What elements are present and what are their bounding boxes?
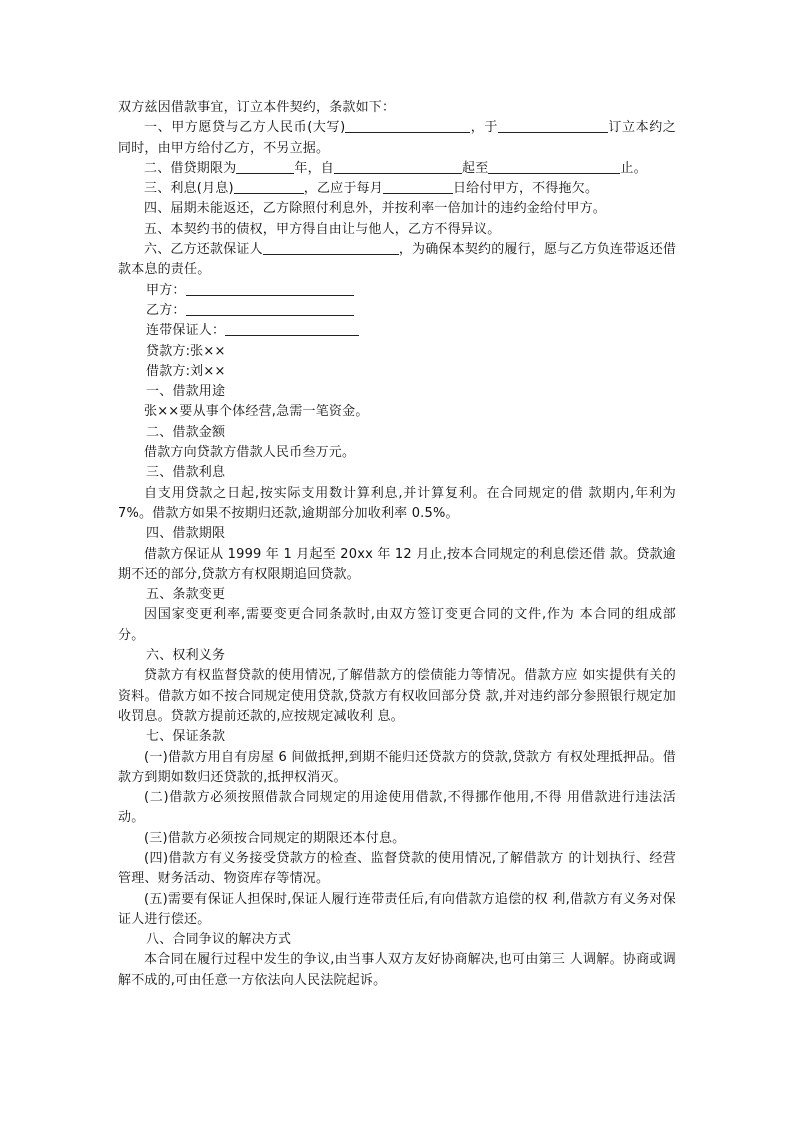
section-6-paragraph: 贷款方有权监督贷款的使用情况,了解借款方的偿债能力等情况。借款方应 如实提供有关的资料。借款方如不按合同规定使用贷款,贷款方有权收回部分贷 款,并对违约部分参照银行规定加收罚息。贷款方提前还款的,应按规定减收利 息。 (118, 668, 676, 724)
section-6-heading: 六、权利义务 (146, 648, 226, 664)
clause-5: 五、本契约书的债权，甲方得自由让与他人，乙方不得异议。 (144, 221, 501, 237)
clause-1-text-a: 一、甲方愿贷与乙方人民币(大写) (144, 120, 346, 136)
party-b-label: 乙方： (146, 302, 186, 318)
section-3-heading: 三、借款利息 (146, 465, 226, 481)
borrower-line: 借款方:刘×× (146, 363, 226, 379)
section-3-paragraph: 自支用贷款之日起,按实际支用数计算利息,并计算复利。在合同规定的借 款期内,年利为 7%。借款方如果不按期归还款,逾期部分加收利率 0.5%。 (118, 485, 676, 521)
guarantor-name-blank[interactable] (263, 241, 399, 255)
signature-guarantor (118, 321, 676, 341)
guarantor-signature-blank[interactable] (225, 322, 359, 336)
section-7-paragraph-1: (一)借款方用自有房屋 6 间做抵押,到期不能归还贷款方的贷款,贷款方 有权处理抵押品。借款方到期如数归还贷款的,抵押权消灭。 (118, 749, 676, 785)
clause-2-text-d: 止。 (620, 160, 647, 176)
section-4-heading: 四、借款期限 (146, 526, 226, 542)
clause-4: 四、届期未能返还，乙方除照付利息外，并按利率一倍加计的违约金给付甲方。 (144, 201, 607, 217)
end-date-blank[interactable] (488, 160, 620, 174)
section-8-paragraph: 本合同在履行过程中发生的争议,由当事人双方友好协商解决,也可由第三 人调解。协商或调解不成的,可由任意一方依法向人民法院起诉。 (118, 952, 676, 988)
section-8-heading: 八、合同争议的解决方式 (146, 932, 292, 948)
clause-1 (118, 118, 676, 159)
signature-party-b (118, 301, 676, 321)
start-date-blank[interactable] (334, 160, 462, 174)
section-5-heading: 五、条款变更 (146, 587, 226, 603)
term-years-blank[interactable] (236, 160, 294, 174)
clause-2-text-c: 起至 (462, 160, 489, 176)
section-4-paragraph: 借款方保证从 1999 年 1 月起至 20xx 年 12 月止,按本合同规定的利息偿还借 款。贷款逾期不还的部分,贷款方有权限期追回贷款。 (118, 546, 676, 582)
section-2-paragraph: 借款方向贷款方借款人民币叁万元。 (144, 445, 356, 461)
clause-2-text-a: 二、借贷期限为 (144, 160, 237, 176)
party-a-signature-blank[interactable] (186, 282, 354, 296)
clause-1-text-c: 订立本约之同时，由甲方给付乙方，不另立据。 (118, 120, 676, 156)
clause-2 (118, 159, 676, 179)
clause-1-text-b: ，于 (470, 120, 498, 136)
party-a-label: 甲方： (146, 282, 186, 298)
interest-blank[interactable] (234, 180, 304, 194)
clause-3-text-a: 三、利息(月息) (144, 181, 234, 197)
clause-2-text-b: 年，自 (294, 160, 335, 176)
section-1-paragraph: 张××要从事个体经营,急需一笔资金。 (144, 404, 369, 420)
section-2-heading: 二、借款金额 (146, 424, 226, 440)
guarantor-label: 连带保证人： (146, 323, 226, 339)
clause-3 (118, 179, 676, 199)
date-blank[interactable] (498, 119, 608, 133)
lender-line: 贷款方:张×× (146, 343, 226, 359)
signature-party-a (118, 281, 676, 301)
clause-6-text-a: 六、乙方还款保证人 (144, 242, 263, 258)
clause-6-text-b: ，为确保本契约的履行，愿与乙方负连带返还借款本息的责任。 (118, 242, 677, 278)
section-5-paragraph: 因国家变更利率,需要变更合同条款时,由双方签订变更合同的文件,作为 本合同的组成部分。 (118, 607, 676, 643)
party-b-signature-blank[interactable] (186, 302, 354, 316)
section-7-paragraph-5: (五)需要有保证人担保时,保证人履行连带责任后,有向借款方追偿的权 利,借款方有义务对保证人进行偿还。 (118, 891, 676, 927)
intro-line: 双方兹因借款事宜，订立本件契约，条款如下： (118, 100, 396, 115)
section-1-heading: 一、借款用途 (146, 384, 226, 400)
clause-3-text-c: 日给付甲方，不得拖欠。 (452, 181, 599, 197)
clause-3-text-b: ，乙应于每月 (303, 181, 383, 197)
amount-blank[interactable] (345, 119, 470, 133)
section-7-heading: 七、保证条款 (146, 729, 226, 745)
clause-6 (118, 240, 676, 281)
section-7-paragraph-2: (二)借款方必须按照借款合同规定的用途使用借款,不得挪作他用,不得 用借款进行违法活动。 (118, 790, 676, 826)
pay-day-blank[interactable] (383, 180, 453, 194)
section-7-paragraph-3: (三)借款方必须按合同规定的期限还本付息。 (144, 830, 406, 846)
section-7-paragraph-4: (四)借款方有义务接受贷款方的检查、监督贷款的使用情况,了解借款方 的计划执行、经营管理、财务活动、物资库存等情况。 (118, 850, 676, 887)
